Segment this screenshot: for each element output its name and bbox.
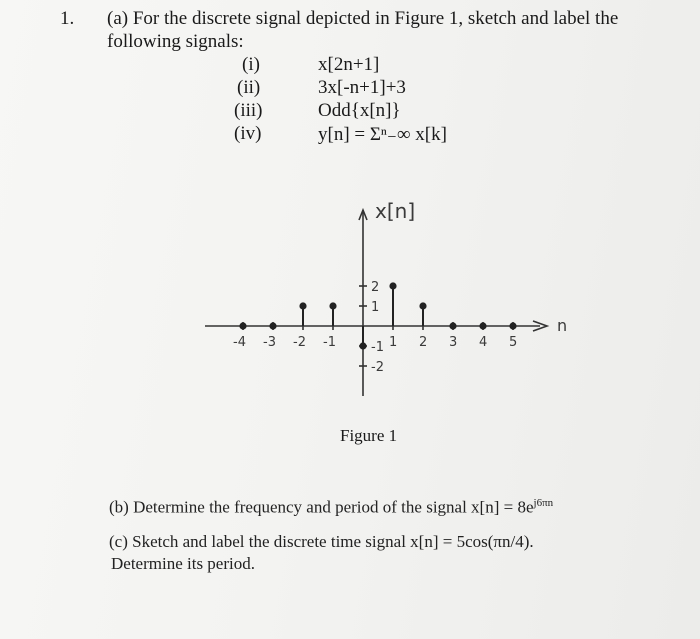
x-tick-label: -4 [233, 335, 246, 350]
x-tick-label: 3 [449, 335, 458, 350]
part-c-line2: Determine its period. [111, 554, 255, 573]
y-tick-label: -1 [371, 340, 384, 355]
part-b [109, 497, 553, 518]
stem-point [359, 342, 366, 349]
x-tick-label: 2 [419, 335, 428, 350]
stem-point [269, 322, 276, 329]
figure-1 [195, 190, 585, 420]
y-tick-label: 2 [371, 280, 380, 295]
subpart-label-ii: (ii) [237, 77, 261, 98]
subpart-expr-iii: Odd{x[n]} [318, 100, 401, 121]
x-tick-label: -3 [263, 335, 276, 350]
part-a-line2: following signals: [107, 31, 244, 52]
stem-point [299, 302, 306, 309]
stem-point [329, 302, 336, 309]
x-tick-label: -1 [323, 335, 336, 350]
part-b-text: (b) Determine the frequency and period of the signal x[n] = 8e [109, 497, 534, 517]
x-tick-label: -2 [293, 335, 306, 350]
y-tick-label: 1 [371, 300, 380, 315]
y-tick-label: -2 [371, 360, 384, 375]
stem-plot [195, 190, 585, 420]
y-axis-label: x[n] [375, 199, 416, 223]
subpart-expr-iv: y[n] = Σⁿ₋∞ x[k] [318, 124, 447, 145]
stem-point [239, 322, 246, 329]
stem-point [509, 322, 516, 329]
figure-caption: Figure 1 [340, 426, 398, 445]
question-number: 1. [60, 8, 75, 29]
x-tick-label: 1 [389, 335, 398, 350]
stem-point [479, 322, 486, 329]
x-tick-label: 5 [509, 335, 518, 350]
subpart-expr-ii: 3x[-n+1]+3 [318, 77, 406, 98]
part-a-line1: (a) For the discrete signal depicted in Figure 1, sketch and label the [107, 8, 619, 29]
part-c-line1: (c) Sketch and label the discrete time signal x[n] = 5cos(πn/4). [109, 532, 534, 551]
subpart-label-iv: (iv) [234, 123, 262, 144]
subpart-expr-i: x[2n+1] [318, 54, 380, 75]
subpart-label-i: (i) [242, 54, 260, 75]
stem-point [419, 302, 426, 309]
part-b-exponent: j6πn [533, 497, 554, 509]
x-axis-label: n [557, 316, 568, 335]
subpart-label-iii: (iii) [234, 100, 263, 121]
x-tick-label: 4 [479, 335, 488, 350]
stem-point [389, 282, 396, 289]
stem-point [449, 322, 456, 329]
